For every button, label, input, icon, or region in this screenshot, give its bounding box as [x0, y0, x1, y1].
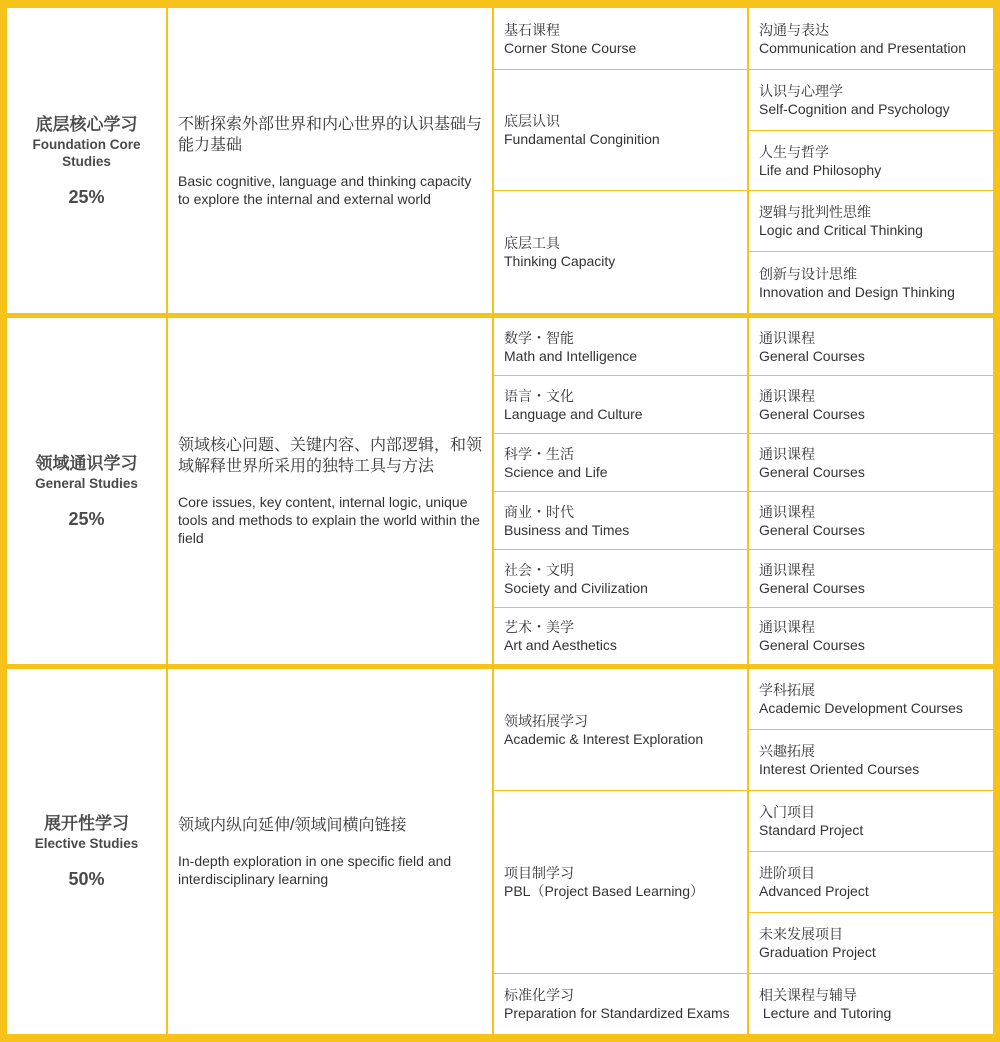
course-title-en: Standard Project — [759, 822, 864, 838]
group-cell — [494, 791, 747, 973]
group-title-en: Language and Culture — [504, 405, 643, 422]
course-cell — [749, 974, 993, 1034]
description-cell-foundation — [168, 8, 492, 313]
category-cell-foundation — [7, 8, 166, 313]
course-title-zh: 创新与设计思维 — [759, 265, 857, 282]
category-percent: 25% — [68, 186, 105, 207]
category-cell-general — [7, 318, 166, 664]
description-zh: 领域核心问题、关键内容、内部逻辑，和领域解释世界所采用的独特工具与方法 — [178, 437, 483, 475]
course-title-en: Academic Development Courses — [759, 700, 963, 716]
course-title-zh: 通识课程 — [759, 329, 815, 346]
group-title-zh: 商业・时代 — [504, 503, 574, 520]
course-title-en: General Courses — [759, 521, 865, 538]
group-title-zh: 语言・文化 — [504, 387, 574, 404]
course-title-en: Communication and Presentation — [759, 39, 967, 56]
course-title-en: Self-Cognition and Psychology — [759, 101, 950, 117]
course-title-zh: 沟通与表达 — [759, 21, 829, 38]
course-cell — [749, 70, 993, 130]
course-title-en: General Courses — [759, 347, 865, 364]
group-title-zh: 数学・智能 — [504, 329, 574, 346]
course-cell — [749, 191, 993, 251]
description-en: Basic cognitive, language and thinking capacity to explore the internal and external world — [178, 172, 472, 207]
course-cell — [749, 492, 993, 549]
course-title-zh: 通识课程 — [759, 561, 815, 578]
course-title-zh: 人生与哲学 — [759, 143, 829, 160]
category-cell-elective — [7, 669, 166, 1034]
course-title-en: General Courses — [759, 637, 865, 653]
course-title-en: Interest Oriented Courses — [759, 761, 920, 777]
group-cell — [494, 376, 747, 433]
description-en: In-depth exploration in one specific field and interdisciplinary learning — [178, 853, 452, 887]
course-cell — [749, 913, 993, 973]
group-title-zh: 底层认识 — [504, 113, 560, 129]
description-cell-general — [168, 318, 492, 664]
course-title-en: Lecture and Tutoring — [759, 1005, 892, 1021]
group-title-zh: 领域拓展学习 — [504, 712, 588, 729]
course-title-zh: 通识课程 — [759, 503, 815, 520]
course-title-en: Advanced Project — [759, 883, 869, 899]
course-title-zh: 通识课程 — [759, 387, 815, 404]
group-title-en: Society and Civilization — [504, 579, 648, 596]
course-title-zh: 入门项目 — [759, 804, 815, 820]
group-cell — [494, 492, 747, 549]
category-title-en: Elective Studies — [34, 836, 139, 851]
course-cell — [749, 852, 993, 912]
course-cell — [749, 376, 993, 433]
category-title-zh: 展开性学习 — [44, 814, 129, 833]
course-cell — [749, 8, 993, 69]
description-cell-elective — [168, 669, 492, 1034]
course-title-zh: 相关课程与辅导 — [759, 987, 857, 1003]
course-title-zh: 学科拓展 — [759, 682, 815, 698]
group-cell — [494, 608, 747, 664]
description-zh: 不断探索外部世界和内心世界的认识基础与能力基础 — [178, 115, 483, 154]
group-cell — [494, 191, 747, 313]
category-percent: 25% — [68, 508, 105, 529]
group-title-en: Math and Intelligence — [504, 347, 638, 364]
category-title-en: General Studies — [35, 475, 138, 491]
course-cell — [749, 252, 993, 313]
group-title-en: PBL（Project Based Learning） — [504, 883, 704, 899]
group-title-en: Thinking Capacity — [504, 253, 616, 269]
category-title-zh: 领域通识学习 — [35, 453, 138, 473]
group-title-zh: 基石课程 — [504, 21, 560, 38]
group-title-en: Fundamental Conginition — [504, 131, 660, 147]
course-cell — [749, 730, 993, 790]
course-cell — [749, 608, 993, 664]
group-title-zh: 底层工具 — [504, 235, 560, 251]
group-cell — [494, 669, 747, 790]
course-title-en: General Courses — [759, 405, 865, 422]
group-cell — [494, 318, 747, 375]
group-title-en: Preparation for Standardized Exams — [504, 1005, 730, 1021]
group-title-zh: 艺术・美学 — [504, 619, 574, 635]
group-cell — [494, 550, 747, 607]
description-zh: 领域内纵向延伸/领域间横向链接 — [178, 817, 407, 834]
course-cell — [749, 550, 993, 607]
course-title-zh: 兴趣拓展 — [759, 743, 815, 759]
group-cell — [494, 8, 747, 69]
course-title-en: Life and Philosophy — [759, 161, 882, 178]
group-title-zh: 科学・生活 — [504, 445, 574, 462]
group-cell — [494, 434, 747, 491]
group-title-zh: 项目制学习 — [504, 865, 574, 881]
course-title-en: General Courses — [759, 463, 865, 480]
group-title-en: Business and Times — [504, 521, 630, 538]
course-title-en: Innovation and Design Thinking — [759, 283, 955, 300]
course-title-zh: 通识课程 — [759, 445, 815, 462]
group-title-zh: 社会・文明 — [504, 561, 574, 578]
course-cell — [749, 669, 993, 729]
course-title-zh: 通识课程 — [759, 619, 815, 635]
group-title-en: Corner Stone Course — [504, 39, 637, 56]
course-cell — [749, 318, 993, 375]
course-title-zh: 进阶项目 — [759, 865, 815, 881]
course-title-zh: 逻辑与批判性思维 — [759, 204, 871, 220]
category-percent: 50% — [68, 869, 105, 889]
course-title-en: Logic and Critical Thinking — [759, 222, 923, 238]
group-title-zh: 标准化学习 — [504, 987, 574, 1003]
course-title-zh: 认识与心理学 — [759, 83, 843, 99]
group-title-en: Academic & Interest Exploration — [504, 730, 704, 747]
category-title-en: Foundation Core Studies — [32, 136, 141, 169]
course-title-en: General Courses — [759, 579, 865, 596]
group-title-en: Art and Aesthetics — [504, 637, 617, 653]
group-cell — [494, 70, 747, 190]
course-cell — [749, 131, 993, 190]
category-title-zh: 底层核心学习 — [35, 114, 138, 134]
course-title-zh: 未来发展项目 — [759, 926, 843, 942]
course-cell — [749, 434, 993, 491]
course-cell — [749, 791, 993, 851]
description-en: Core issues, key content, internal logic, unique tools and methods to explain the world within the field — [178, 494, 480, 546]
group-title-en: Science and Life — [504, 463, 608, 480]
course-title-en: Graduation Project — [759, 944, 876, 960]
group-cell — [494, 974, 747, 1034]
